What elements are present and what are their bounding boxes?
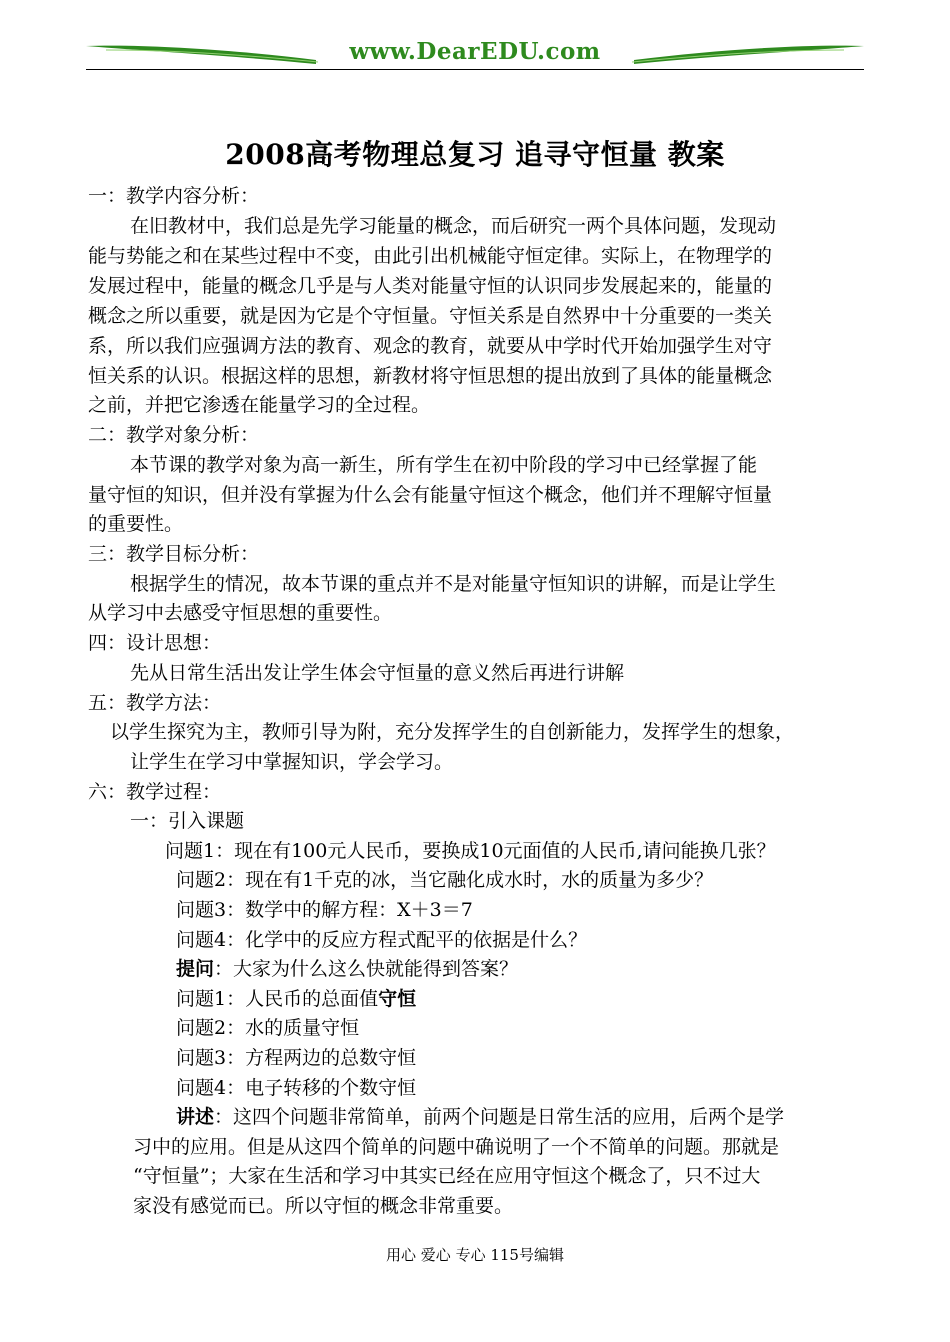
section-heading-method: 五：教学方法： <box>88 692 222 714</box>
narration-text: ：这四个问题非常简单，前两个问题是日常生活的应用，后两个是学 <box>214 1106 785 1128</box>
page-footer: 用心 爱心 专心 115号编辑 <box>386 1246 564 1264</box>
header-rule <box>86 69 864 70</box>
question-item: 问题3：数学中的解方程：X＋3＝7 <box>176 899 473 921</box>
paragraph-line: 从学习中去感受守恒思想的重要性。 <box>88 602 393 624</box>
answer-bold: 守恒 <box>378 988 417 1010</box>
narration-line: 习中的应用。但是从这四个简单的问题中确说明了一个不简单的问题。那就是 <box>133 1136 780 1158</box>
narration-label: 讲述 <box>176 1106 215 1128</box>
page-title: 2008高考物理总复习 追寻守恒量 教案 <box>225 138 725 171</box>
question-item: 问题2：现在有1千克的冰，当它融化成水时，水的质量为多少？ <box>176 869 714 891</box>
answer-item: 问题2：水的质量守恒 <box>176 1017 360 1039</box>
section-heading-goals: 三：教学目标分析： <box>88 543 260 565</box>
paragraph-line: 根据学生的情况，故本节课的重点并不是对能量守恒知识的讲解，而是让学生 <box>130 573 777 595</box>
paragraph-line: 恒关系的认识。根据这样的思想，新教材将守恒思想的提出放到了具体的能量概念 <box>88 365 773 387</box>
ask-line <box>176 957 518 981</box>
paragraph-line: 的重要性。 <box>88 513 184 535</box>
ask-label: 提问 <box>176 958 215 980</box>
question-item: 问题4：化学中的反应方程式配平的依据是什么？ <box>176 929 588 951</box>
paragraph-line: 系，所以我们应强调方法的教育、观念的教育，就要从中学时代开始加强学生对守 <box>88 335 773 357</box>
paragraph-line: 之前，并把它渗透在能量学习的全过程。 <box>88 394 431 416</box>
site-header <box>86 36 864 72</box>
paragraph-line: 先从日常生活出发让学生体会守恒量的意义然后再进行讲解 <box>130 662 625 684</box>
narration-line: 家没有感觉而已。所以守恒的概念非常重要。 <box>133 1195 514 1217</box>
ask-text: ：大家为什么这么快就能得到答案？ <box>214 958 519 980</box>
question-item: 问题1：现在有100元人民币，要换成10元面值的人民币,请问能换几张？ <box>165 840 776 862</box>
answer-item: 问题3：方程两边的总数守恒 <box>176 1047 417 1069</box>
section-heading-content: 一：教学内容分析： <box>88 185 260 207</box>
section-heading-process: 六：教学过程： <box>88 781 222 803</box>
paragraph-line: 发展过程中，能量的概念几乎是与人类对能量守恒的认识同步发展起来的，能量的 <box>88 275 773 297</box>
paragraph-line: 能与势能之和在某些过程中不变，由此引出机械能守恒定律。实际上，在物理学的 <box>88 245 773 267</box>
site-url[interactable]: www.DearEDU.com <box>349 38 601 65</box>
subsection-heading: 一：引入课题 <box>130 810 245 832</box>
narration-line <box>176 1105 784 1129</box>
answer-item <box>176 987 416 1011</box>
section-heading-audience: 二：教学对象分析： <box>88 424 260 446</box>
paragraph-line: 以学生探究为主，教师引导为附，充分发挥学生的自创新能力，发挥学生的想象， <box>110 721 795 743</box>
answer-item: 问题4：电子转移的个数守恒 <box>176 1077 417 1099</box>
narration-line: “守恒量”；大家在生活和学习中其实已经在应用守恒这个概念了，只不过大 <box>133 1165 761 1187</box>
section-heading-design: 四：设计思想： <box>88 632 222 654</box>
answer-text: 问题1：人民币的总面值 <box>176 988 379 1010</box>
paragraph-line: 在旧教材中，我们总是先学习能量的概念，而后研究一两个具体问题，发现动 <box>130 215 777 237</box>
paragraph-line: 概念之所以重要，就是因为它是个守恒量。守恒关系是自然界中十分重要的一类关 <box>88 305 773 327</box>
paragraph-line: 量守恒的知识，但并没有掌握为什么会有能量守恒这个概念，他们并不理解守恒量 <box>88 484 773 506</box>
paragraph-line: 本节课的教学对象为高一新生，所有学生在初中阶段的学习中已经掌握了能 <box>130 454 758 476</box>
paragraph-line: 让学生在学习中掌握知识，学会学习。 <box>130 751 454 773</box>
